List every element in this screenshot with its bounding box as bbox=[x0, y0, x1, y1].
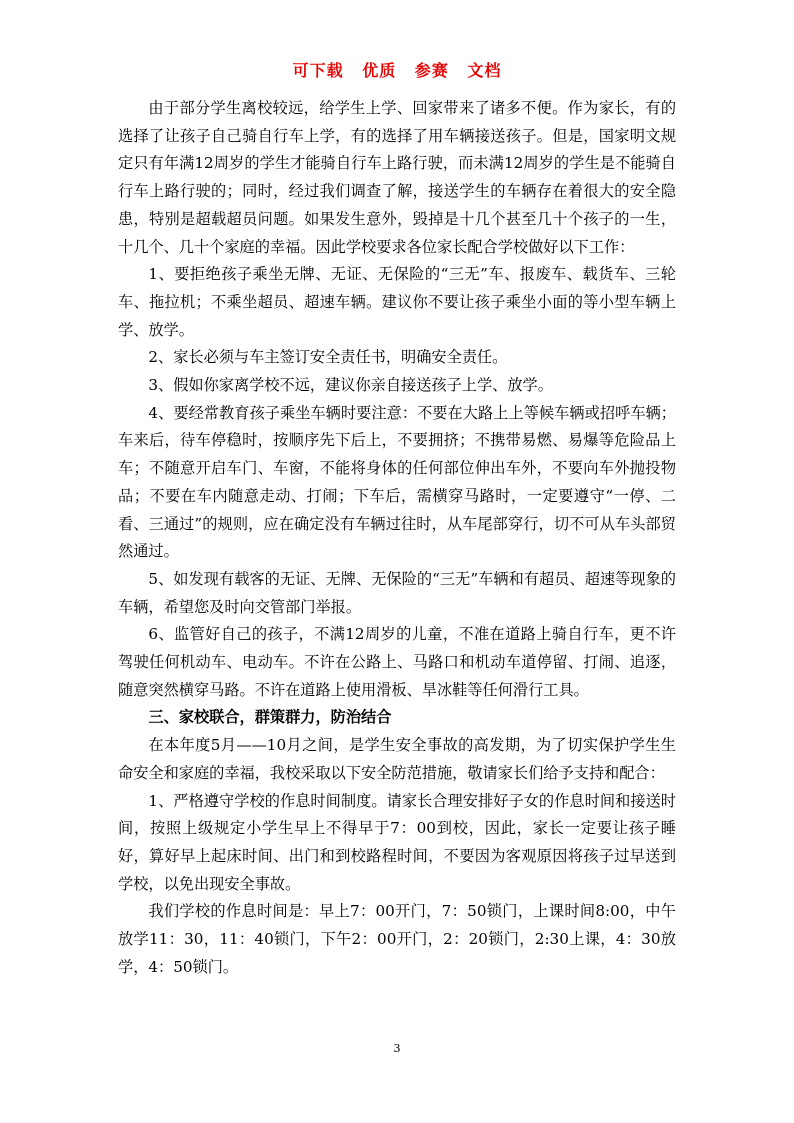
page-header bbox=[0, 58, 794, 81]
page-number: 3 bbox=[393, 1042, 401, 1055]
document-body bbox=[118, 95, 676, 982]
list-item: 2、家长必须与车主签订安全责任书，明确安全责任。 bbox=[148, 348, 508, 367]
intro-paragraph: 由于部分学生离校较远，给学生上学、回家带来了诸多不便。作为家长，有的选择了让孩子自己骑自行车上学，有的选择了用车辆接送孩子。但是，国家明文规定只有年满12周岁的学生才能骑自行车上路行驶，而未满12周岁的学生是不能骑自行车上路行驶的；同时，经过我们调查了解，接送学生的车辆存在着很大的安全隐患，特别是超载超员问题。如果发生意外，毁掉是十几个甚至几十个孩子的一生，十几个、几十个家庭的幸福。因此学校要求各位家长配合学校做好以下工作： bbox=[118, 99, 676, 256]
schedule-paragraph: 我们学校的作息时间是：早上7：00开门，7：50锁门，上课时间8:00，中午放学11：30，11：40锁门，下午2：00开门，2：20锁门，2:30上课，4：30放学，4：50锁门。 bbox=[118, 902, 676, 976]
section-heading: 三、家校联合，群策群力，防治结合 bbox=[148, 708, 392, 727]
section-paragraph: 在本年度5月——10月之间，是学生安全事故的高发期，为了切实保护学生生命安全和家庭的幸福，我校采取以下安全防范措施，敬请家长们给予支持和配合： bbox=[118, 736, 676, 782]
list-item: 1、严格遵守学校的作息时间制度。请家长合理安排好子女的作息时间和接送时间，按照上级规定小学生早上不得早于7：00到校，因此，家长一定要让孩子睡好，算好早上起床时间、出门和到校路程时间，不要因为客观原因将孩子过早送到学校，以免出现安全事故。 bbox=[118, 791, 676, 893]
list-item: 5、如发现有载客的无证、无牌、无保险的“三无”车辆和有超员、超速等现象的车辆，希望您及时向交管部门举报。 bbox=[118, 569, 676, 616]
list-item: 6、监管好自己的孩子，不满12周岁的儿童，不准在道路上骑自行车，更不许驾驶任何机动车、电动车。不许在公路上、马路口和机动车道停留、打闹、追逐，随意突然横穿马路。不许在道路上使用滑板、旱冰鞋等任何滑行工具。 bbox=[118, 625, 676, 699]
list-item: 3、假如你家离学校不远，建议你亲自接送孩子上学、放学。 bbox=[148, 376, 553, 395]
list-item: 1、要拒绝孩子乘坐无牌、无证、无保险的“三无”车、报废车、载货车、三轮车、拖拉机；不乘坐超员、超速车辆。建议你不要让孩子乘坐小面的等小型车辆上学、放学。 bbox=[118, 265, 676, 339]
header-word: 可下载 bbox=[292, 61, 344, 80]
header-word: 文档 bbox=[467, 61, 502, 80]
header-word: 参赛 bbox=[414, 61, 449, 80]
header-word: 优质 bbox=[362, 61, 397, 80]
list-item: 4、要经常教育孩子乘坐车辆时要注意：不要在大路上上等候车辆或招呼车辆；车来后，待车停稳时，按顺序先下后上，不要拥挤；不携带易燃、易爆等危险品上车；不随意开启车门、车窗，不能将身体的任何部位伸出车外，不要向车外抛投物品；不要在车内随意走动、打闹；下车后，需横穿马路时，一定要遵守“一停、二看、三通过”的规则，应在确定没有车辆过往时，从车尾部穿行，切不可从车头部贸然通过。 bbox=[118, 403, 676, 561]
